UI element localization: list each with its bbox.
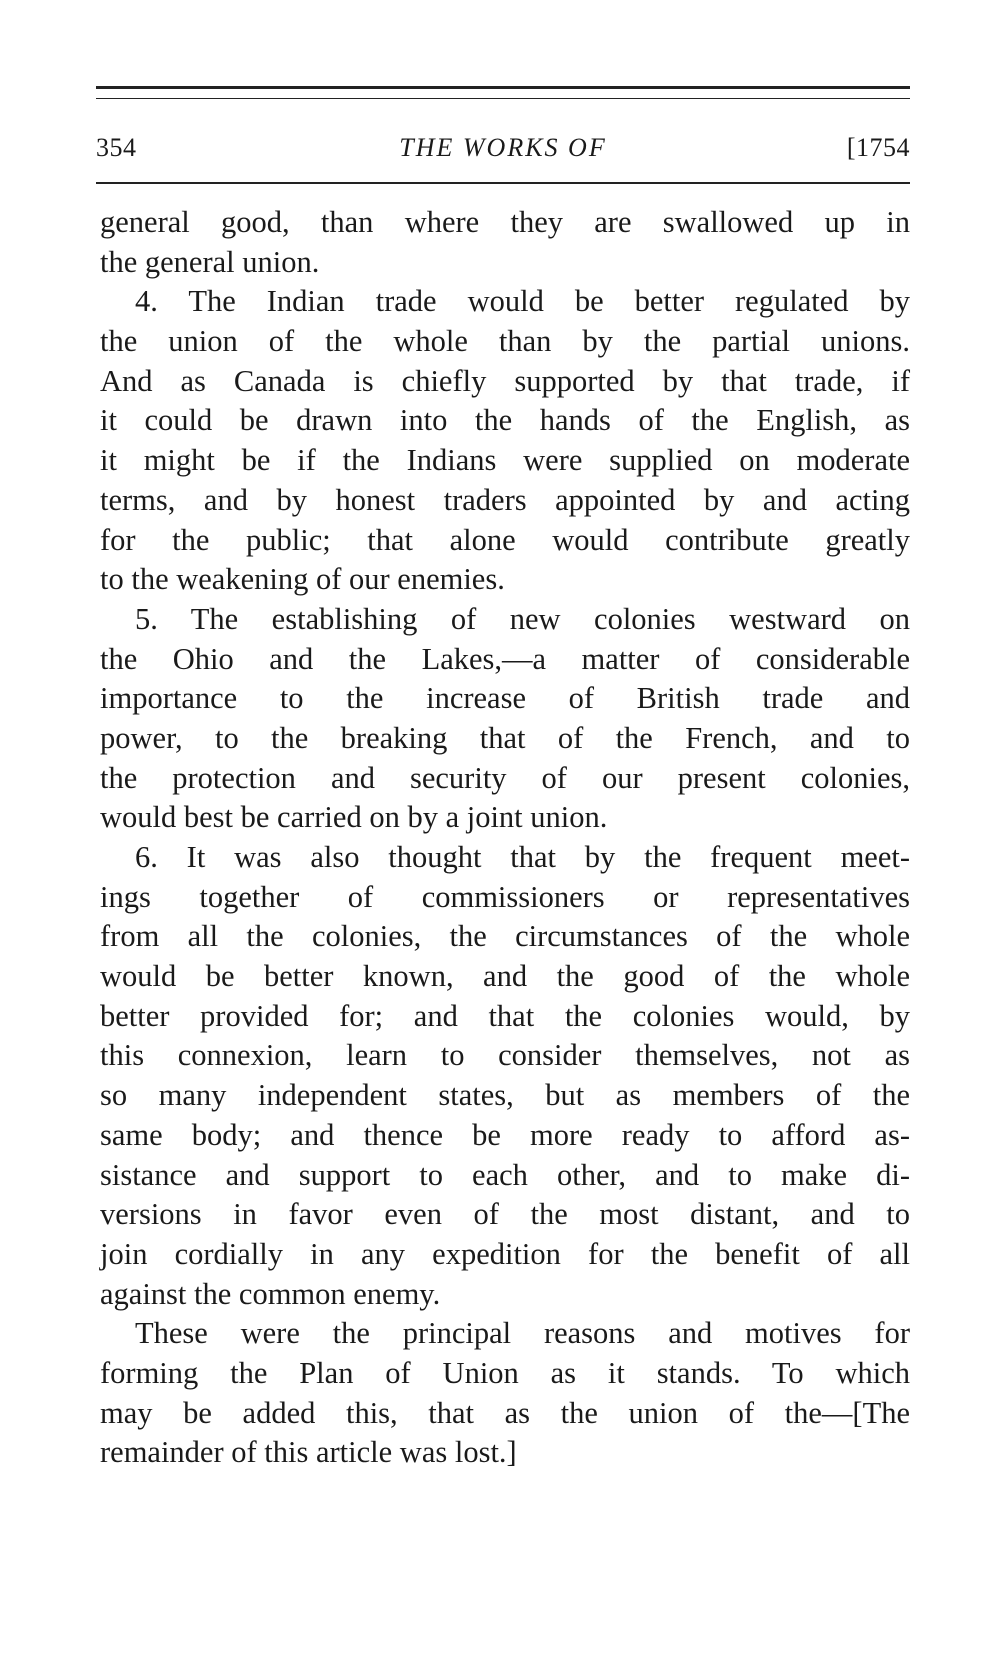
text-line: the Ohio and the Lakes,—a matter of considerable — [100, 641, 910, 676]
text-line: ings together of commissioners or representatives — [100, 879, 910, 914]
text-line: the union of the whole than by the partial unions. — [100, 324, 910, 359]
text-line: importance to the increase of British trade and — [100, 681, 910, 716]
text-line: this connexion, learn to consider themselves, not as — [100, 1038, 910, 1073]
text-line: These were the principal reasons and motives for — [135, 1316, 910, 1351]
text-line: from all the colonies, the circumstances of the whole — [100, 919, 910, 954]
text-line: would be better known, and the good of the whole — [100, 959, 910, 994]
text-line: 6. It was also thought that by the frequent meet- — [135, 840, 910, 874]
text-line: it might be if the Indians were supplied on moderate — [100, 443, 910, 478]
running-title: THE WORKS OF — [399, 133, 607, 162]
text-line: so many independent states, but as members of the — [100, 1078, 910, 1113]
text-line: better provided for; and that the colonies would, by — [100, 998, 910, 1033]
text-line: may be added this, that as the union of the—[The — [100, 1395, 910, 1430]
text-line: it could be drawn into the hands of the English, as — [100, 403, 910, 438]
text-line: to the weakening of our enemies. — [100, 562, 505, 597]
text-line: same body; and thence be more ready to afford as- — [100, 1117, 910, 1152]
text-line: And as Canada is chiefly supported by that trade, if — [100, 363, 910, 398]
header-rule-bottom — [96, 182, 910, 184]
text-line: the general union. — [100, 244, 320, 279]
year-marker: [1754 — [846, 133, 910, 162]
text-line: terms, and by honest traders appointed by and acting — [100, 482, 910, 517]
text-line: 5. The establishing of new colonies westward on — [135, 601, 910, 636]
text-line: general good, than where they are swallowed up in — [100, 205, 910, 239]
text-line: versions in favor even of the most distant, and to — [100, 1197, 910, 1232]
text-line: forming the Plan of Union as it stands. To which — [100, 1355, 910, 1390]
text-line: join cordially in any expedition for the benefit of all — [100, 1236, 910, 1271]
header-rule-top — [96, 86, 910, 89]
text-line: the protection and security of our present colonies, — [100, 760, 910, 795]
text-line: 4. The Indian trade would be better regulated by — [135, 284, 910, 319]
text-line: power, to the breaking that of the French, and to — [100, 720, 910, 755]
text-line: would best be carried on by a joint union. — [100, 800, 608, 835]
running-header — [96, 128, 910, 168]
text-line: sistance and support to each other, and to make di- — [100, 1157, 910, 1192]
text-line: against the common enemy. — [100, 1276, 441, 1311]
header-rule-double — [96, 98, 910, 99]
text-line: remainder of this article was lost.] — [100, 1435, 517, 1470]
text-line: for the public; that alone would contribute greatly — [100, 522, 910, 557]
body-text — [100, 203, 910, 1473]
page-number: 354 — [96, 133, 137, 162]
